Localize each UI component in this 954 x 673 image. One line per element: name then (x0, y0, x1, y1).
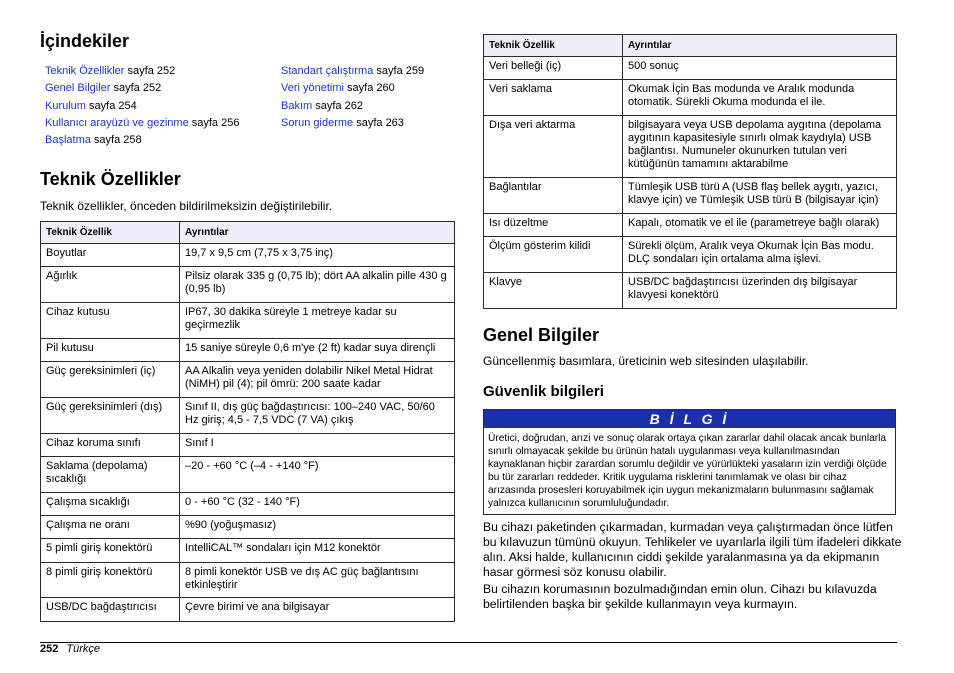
toc-link[interactable]: Başlatma (45, 134, 91, 147)
specs-title: Teknik Özellikler (40, 169, 181, 189)
spec-detail-cell: Sürekli ölçüm, Aralık veya Okumak İçin Bas modu. DLÇ sondaları için ortalama alma işlevi. (623, 237, 897, 273)
spec-detail-cell: Sınıf I (180, 434, 455, 457)
toc-column-2 (281, 63, 424, 132)
toc-link[interactable]: Standart çalıştırma (281, 65, 374, 77)
spec-name-cell: Dışa veri aktarma (484, 116, 623, 178)
spec-name-cell: Klavye (484, 273, 623, 309)
spec-name-cell: Isı düzeltme (484, 214, 623, 237)
toc-link[interactable]: Teknik Özellikler (45, 65, 125, 77)
table-row (41, 398, 455, 434)
notice-box (483, 409, 896, 515)
column-header: Ayrıntılar (623, 35, 897, 57)
table-row (41, 362, 455, 398)
spec-detail-cell: 8 pimli konektör USB ve dış AC güç bağlantısını etkinleştirir (180, 563, 455, 598)
table-row (484, 214, 897, 237)
toc-page: sayfa 262 (315, 99, 363, 112)
spec-name-cell: Veri belleği (iç) (484, 57, 623, 80)
table-row (484, 273, 897, 309)
toc-item (45, 132, 239, 149)
safety-title: Güvenlik bilgileri (483, 383, 604, 400)
spec-detail-cell: 0 - +60 °C (32 - 140 °F) (180, 493, 455, 516)
spec-detail-cell: AA Alkalin veya yeniden dolabilir Nikel Metal Hidrat (NiMH) pil (4); pil ömrü: 200 saate kadar (180, 362, 455, 398)
column-header: Ayrıntılar (180, 222, 455, 244)
spec-name-cell: 8 pimli giriş konektörü (41, 563, 180, 598)
toc-link[interactable]: Sorun giderme (281, 116, 354, 129)
spec-name-cell: Pil kutusu (41, 339, 180, 362)
spec-detail-cell: %90 (yoğuşmasız) (180, 516, 455, 539)
table-row (41, 244, 455, 267)
notice-text: Üretici, doğrudan, arızi ve sonuç olarak ortaya çıkan zararlar dahil olacak ancak bunlarla sınırlı olmayacak şekilde bu ürünün hatalı uygulanması veya kullanılmasından kaynaklanan hiçbir zarardan sorumlu değildir ve yürürlükteki yasaların izin verdiği ölçüde bu tür zararları reddeder. Kritik uygulama risklerini tanımlamak ve olası bir cihaz arızasında prosesleri koruyabilmek için uygun mekanizmaların bulunmasını sağlamak yalnızca kullanıcının sorumluluğundadır. (488, 433, 887, 509)
general-intro: Güncellenmiş basımlara, üreticinin web sitesinden ulaşılabilir. (483, 354, 809, 368)
table-header-row (484, 35, 897, 57)
specs-table (40, 221, 455, 622)
spec-detail-cell: Kapalı, otomatik ve el ile (parametreye bağlı olarak) (623, 214, 897, 237)
table-row (41, 563, 455, 598)
spec-name-cell: Ölçüm gösterim kilidi (484, 237, 623, 273)
page-number: 252 (40, 643, 59, 655)
table-row (484, 178, 897, 214)
toc-link[interactable]: Kurulum (45, 99, 86, 112)
toc-item (45, 80, 239, 97)
table-row (41, 457, 455, 493)
toc-page: sayfa 259 (376, 65, 425, 77)
spec-detail-cell: IntelliCAL™ sondaları için M12 konektör (180, 539, 455, 563)
column-header: Teknik Özellik (41, 222, 180, 244)
safety-paragraph-1: Bu cihazı paketinden çıkarmadan, kurmadan veya çalıştırmadan önce lütfen bu kılavuzun tümünü okuyun. Tehlikeler ve uyarılarla ilgili tüm ifadeleri dikkate alın. Aksi halde, kullanıcının ciddi şekilde yaralanmasına ya da ekipmanın hasar görmesi söz konusu olabilir. (483, 520, 902, 579)
spec-name-cell: Boyutlar (41, 244, 180, 267)
table-row (41, 493, 455, 516)
table-row (484, 80, 897, 116)
toc-item (281, 115, 424, 132)
notice-title: B İ L G İ (484, 410, 895, 428)
spec-name-cell: Bağlantılar (484, 178, 623, 214)
toc-item (281, 63, 424, 80)
toc-page: sayfa 252 (113, 82, 162, 95)
spec-name-cell: Saklama (depolama) sıcaklığı (41, 457, 180, 493)
toc-item (45, 63, 239, 80)
spec-name-cell: 5 pimli giriş konektörü (41, 539, 180, 563)
spec-detail-cell: Sınıf II, dış güç bağdaştırıcısı: 100–240 VAC, 50/60 Hz giriş; 4,5 - 7,5 VDC (7 VA) çıkış (180, 398, 455, 434)
toc-item (45, 115, 239, 132)
spec-name-cell: Cihaz koruma sınıfı (41, 434, 180, 457)
toc-page: sayfa 263 (356, 116, 404, 129)
toc-column-1 (45, 63, 239, 149)
toc-link[interactable]: Kullanıcı arayüzü ve gezinme (45, 116, 189, 129)
toc-link[interactable]: Genel Bilgiler (45, 82, 111, 95)
specs-table-continued (483, 34, 897, 309)
spec-detail-cell: bilgisayara veya USB depolama aygıtına (depolama aygıtının kapasitesiyle sınırlı olmak kaydıyla) USB bağlantısı. Numuneler okunurken tutulan veri kütüğünün tamamını aktarabilme (623, 116, 897, 178)
safety-paragraph-2: Bu cihazın korumasının bozulmadığından emin olun. Cihazı bu kılavuzda belirtilenden başka bir şekilde kullanmayın veya kurmayın. (483, 582, 877, 611)
table-row (41, 267, 455, 303)
table-row (41, 539, 455, 563)
toc-page: sayfa 252 (127, 65, 176, 77)
toc-item (45, 98, 239, 115)
spec-detail-cell: 500 sonuç (623, 57, 897, 80)
spec-detail-cell: –20 - +60 °C (–4 - +140 °F) (180, 457, 455, 493)
spec-detail-cell: Çevre birimi ve ana bilgisayar (180, 598, 455, 622)
spec-detail-cell: Okumak İçin Bas modunda ve Aralık modunda otomatik. Sürekli Okuma modunda el ile. (623, 80, 897, 116)
toc-page: sayfa 258 (93, 134, 142, 147)
spec-name-cell: USB/DC bağdaştırıcısı (41, 598, 180, 622)
spec-detail-cell: 19,7 x 9,5 cm (7,75 x 3,75 inç) (180, 244, 455, 267)
table-row (41, 434, 455, 457)
spec-name-cell: Güç gereksinimleri (dış) (41, 398, 180, 434)
specs-intro: Teknik özellikler, önceden bildirilmeksizin değiştirilebilir. (40, 199, 333, 213)
footer-language: Türkçe (66, 643, 100, 655)
toc-page: sayfa 254 (89, 99, 137, 112)
toc-item (281, 98, 424, 115)
spec-name-cell: Ağırlık (41, 267, 180, 303)
spec-detail-cell: USB/DC bağdaştırıcısı üzerinden dış bilgisayar klavyesi konektörü (623, 273, 897, 309)
toc-link[interactable]: Veri yönetimi (281, 82, 344, 95)
table-row (41, 303, 455, 339)
spec-detail-cell: Pilsiz olarak 335 g (0,75 lb); dört AA alkalin pille 430 g (0,95 lb) (180, 267, 455, 303)
table-row (41, 339, 455, 362)
spec-name-cell: Çalışma ne oranı (41, 516, 180, 539)
table-row (41, 598, 455, 622)
spec-name-cell: Veri saklama (484, 80, 623, 116)
spec-name-cell: Çalışma sıcaklığı (41, 493, 180, 516)
spec-detail-cell: IP67, 30 dakika süreyle 1 metreye kadar su geçirmezlik (180, 303, 455, 339)
table-row (484, 57, 897, 80)
toc-link[interactable]: Bakım (281, 99, 313, 112)
table-header-row (41, 222, 455, 244)
table-row (484, 237, 897, 273)
table-row (484, 116, 897, 178)
table-row (41, 516, 455, 539)
toc-page: sayfa 260 (347, 82, 395, 95)
general-title: Genel Bilgiler (483, 325, 600, 345)
page-footer (40, 643, 100, 655)
column-header: Teknik Özellik (484, 35, 623, 57)
spec-detail-cell: Tümleşik USB türü A (USB flaş bellek aygıtı, yazıcı, klavye için) ve Tümleşik USB türü B (bilgisayar için) (623, 178, 897, 214)
spec-name-cell: Cihaz kutusu (41, 303, 180, 339)
toc-page: sayfa 256 (191, 116, 240, 129)
footer-divider (40, 642, 897, 643)
spec-detail-cell: 15 saniye süreyle 0,6 m'ye (2 ft) kadar suya dirençli (180, 339, 455, 362)
toc-item (281, 80, 424, 97)
toc-title: İçindekiler (40, 31, 130, 51)
spec-name-cell: Güç gereksinimleri (iç) (41, 362, 180, 398)
